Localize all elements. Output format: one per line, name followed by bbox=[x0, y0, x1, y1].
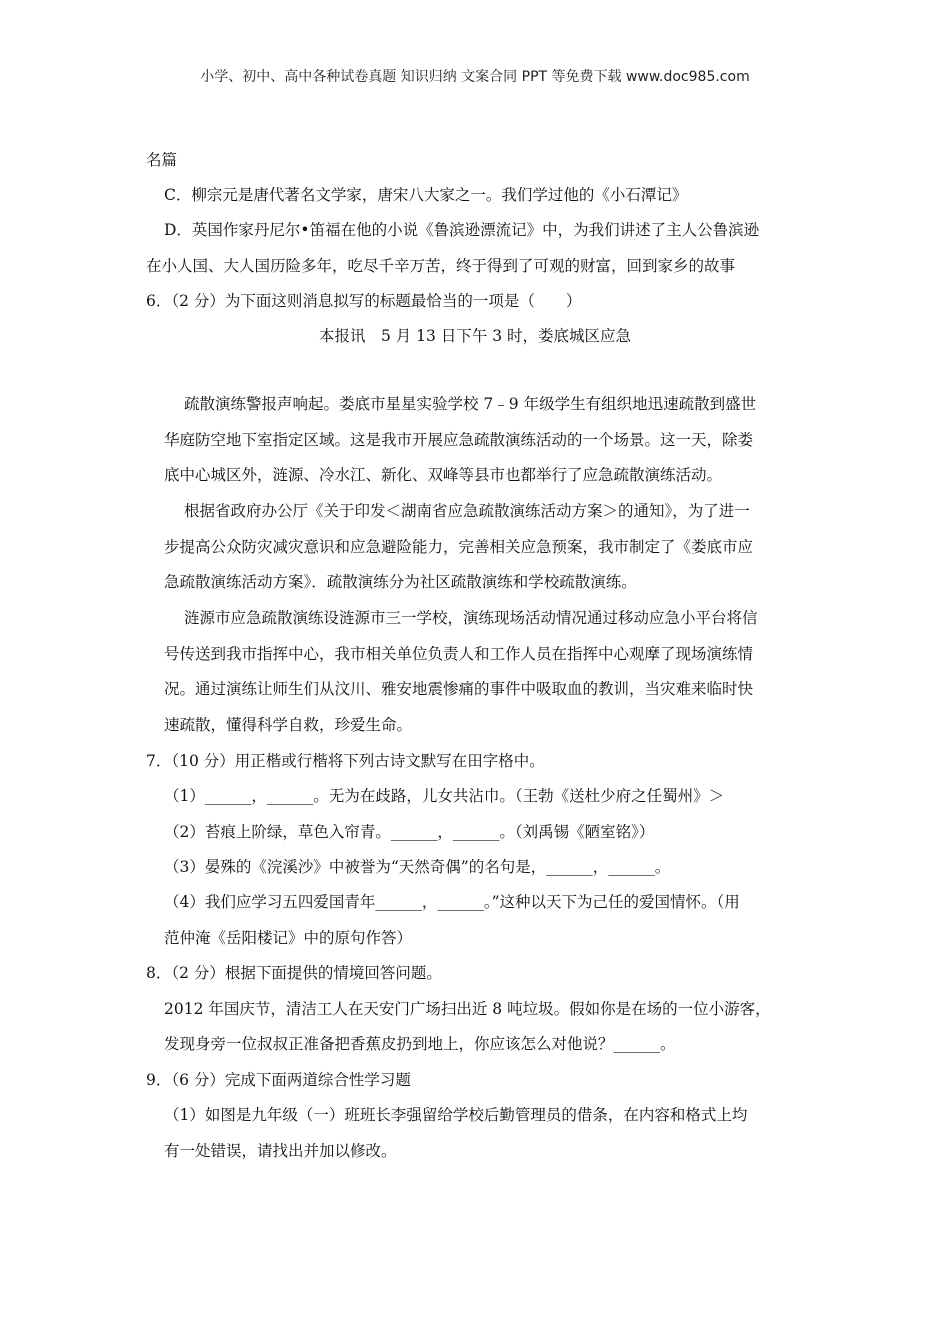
news-paragraph: 涟源市应急疏散演练设涟源市三一学校，演练现场活动情况通过移动应急小平台将信 bbox=[184, 609, 758, 627]
text-line: 步提高公众防灾减灾意识和应急避险能力，完善相关应急预案，我市制定了《娄底市应 bbox=[164, 538, 754, 556]
sub-question: （1）如图是九年级（一）班班长李强留给学校后勤管理员的借条，在内容和格式上均 bbox=[164, 1106, 748, 1124]
sub-question: （2）苔痕上阶绿，草色入帘青。______，______。（刘禹锡《陋室铭》） bbox=[164, 823, 655, 841]
news-paragraph: 疏散演练警报声响起。娄底市星星实验学校 7﹣9 年级学生有组织地迅速疏散到盛世 bbox=[184, 395, 757, 413]
sub-question: （4）我们应学习五四爱国青年______，______。”这种以天下为己任的爱国情怀。（用 bbox=[164, 893, 740, 911]
page-header: 小学、初中、高中各种试卷真题 知识归纳 文案合同 PPT 等免费下载 www.doc985.com bbox=[200, 69, 750, 85]
question-8: 8．（2 分）根据下面提供的情境回答问题。 bbox=[146, 964, 442, 982]
news-lead: 本报讯 5 月 13 日下午 3 时，娄底城区应急 bbox=[318, 327, 632, 345]
question-9: 9．（6 分）完成下面两道综合性学习题 bbox=[146, 1071, 411, 1089]
text-line: 在小人国、大人国历险多年，吃尽千辛万苦，终于得到了可观的财富，回到家乡的故事 bbox=[146, 257, 736, 275]
option-d: D．英国作家丹尼尔•笛福在他的小说《鲁滨逊漂流记》中，为我们讲述了主人公鲁滨逊 bbox=[164, 221, 760, 239]
sub-question: （1）______，______。无为在歧路，儿女共沾巾。（王勃《送杜少府之任蜀州》＞ bbox=[164, 787, 725, 805]
text-line: 发现身旁一位叔叔正准备把香蕉皮扔到地上，你应该怎么对他说？______。 bbox=[164, 1035, 676, 1053]
text-line: 有一处错误，请找出并加以修改。 bbox=[164, 1142, 397, 1160]
news-paragraph: 根据省政府办公厅《关于印发＜湖南省应急疏散演练活动方案＞的通知》，为了进一 bbox=[184, 502, 750, 520]
text-line: 急疏散演练活动方案》．疏散演练分为社区疏散演练和学校疏散演练。 bbox=[164, 573, 637, 591]
sub-question: （3）晏殊的《浣溪沙》中被誉为“天然奇偶”的名句是，______，______。 bbox=[164, 858, 671, 876]
text-line: 华庭防空地下室指定区域。这是我市开展应急疏散演练活动的一个场景。这一天，除娄 bbox=[164, 431, 754, 449]
text-line: 范仲淹《岳阳楼记》中的原句作答） bbox=[164, 929, 413, 947]
text-line: 速疏散，懂得科学自救，珍爱生命。 bbox=[164, 716, 413, 734]
text-line: 名篇 bbox=[146, 151, 178, 169]
question-7: 7．（10 分）用正楷或行楷将下列古诗文默写在田字格中。 bbox=[146, 752, 545, 770]
text-line: 底中心城区外，涟源、冷水江、新化、双峰等县市也都举行了应急疏散演练活动。 bbox=[164, 466, 723, 484]
option-c: C．柳宗元是唐代著名文学家，唐宋八大家之一。我们学过他的《小石潭记》 bbox=[164, 186, 688, 204]
text-line: 2012 年国庆节，清洁工人在天安门广场扫出近 8 吨垃圾。假如你是在场的一位小游客， bbox=[164, 1000, 771, 1018]
question-6: 6．（2 分）为下面这则消息拟写的标题最恰当的一项是（ ） bbox=[146, 292, 582, 310]
text-line: 况。通过演练让师生们从汶川、雅安地震惨痛的事件中吸取血的教训，当灾难来临时快 bbox=[164, 680, 754, 698]
text-line: 号传送到我市指挥中心，我市相关单位负责人和工作人员在指挥中心观摩了现场演练情 bbox=[164, 645, 754, 663]
